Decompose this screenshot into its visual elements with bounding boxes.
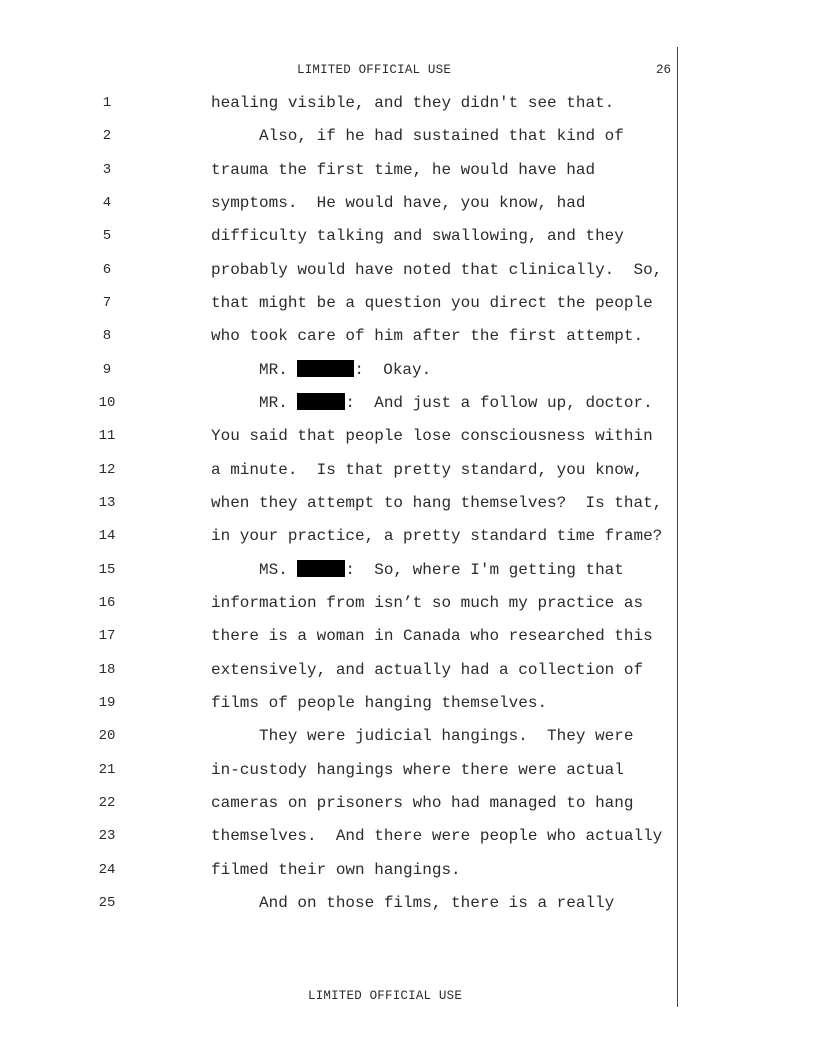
line-number: 8	[102, 328, 112, 344]
line-text: And on those films, there is a really	[259, 894, 615, 912]
line-number: 7	[102, 295, 112, 311]
speaker-title: MS.	[259, 561, 288, 579]
line-text: filmed their own hangings.	[211, 861, 461, 879]
line-number: 3	[102, 162, 112, 178]
line-text: Also, if he had sustained that kind of	[259, 127, 624, 145]
line-text: trauma the first time, he would have had	[211, 161, 596, 179]
line-number: 15	[98, 562, 116, 578]
line-number: 25	[98, 895, 116, 911]
line-text: when they attempt to hang themselves? Is that,	[211, 494, 663, 512]
line-number: 19	[98, 695, 116, 711]
line-number: 20	[98, 728, 116, 744]
line-text: extensively, and actually had a collection of	[211, 661, 644, 679]
speaker-line	[259, 393, 653, 413]
line-number: 21	[98, 762, 116, 778]
line-number: 10	[98, 395, 116, 411]
line-text: cameras on prisoners who had managed to hang	[211, 794, 634, 812]
line-text: that might be a question you direct the people	[211, 294, 653, 312]
line-text: who took care of him after the first attempt.	[211, 327, 644, 345]
line-text: symptoms. He would have, you know, had	[211, 194, 586, 212]
line-text: : And just a follow up, doctor.	[345, 394, 653, 412]
line-text: in your practice, a pretty standard time frame?	[211, 527, 663, 545]
line-number: 23	[98, 828, 116, 844]
line-text: a minute. Is that pretty standard, you know,	[211, 461, 644, 479]
line-number: 1	[102, 95, 112, 111]
line-text: : So, where I'm getting that	[345, 561, 624, 579]
line-number: 17	[98, 628, 116, 644]
redaction-box	[297, 360, 354, 377]
line-number: 2	[102, 128, 112, 144]
line-number: 12	[98, 462, 116, 478]
line-text: They were judicial hangings. They were	[259, 727, 634, 745]
redaction-box	[297, 393, 345, 410]
line-text: : Okay.	[354, 361, 432, 379]
speaker-title: MR.	[259, 361, 288, 379]
line-number: 24	[98, 862, 116, 878]
line-text: difficulty talking and swallowing, and they	[211, 227, 624, 245]
line-text: probably would have noted that clinically. So,	[211, 261, 663, 279]
line-text: in-custody hangings where there were actual	[211, 761, 624, 779]
line-number: 5	[102, 228, 112, 244]
line-number: 11	[98, 428, 116, 444]
line-number: 9	[102, 362, 112, 378]
page-header: LIMITED OFFICIAL USE	[297, 63, 452, 77]
page-footer: LIMITED OFFICIAL USE	[308, 989, 463, 1003]
line-text: there is a woman in Canada who researched this	[211, 627, 653, 645]
line-number: 6	[102, 262, 112, 278]
page-number: 26	[656, 63, 672, 77]
line-number: 22	[98, 795, 116, 811]
line-text: You said that people lose consciousness within	[211, 427, 653, 445]
line-number: 18	[98, 662, 116, 678]
right-margin-rule	[677, 47, 678, 1007]
line-number: 13	[98, 495, 116, 511]
line-number: 4	[102, 195, 112, 211]
line-number: 14	[98, 528, 116, 544]
line-text: themselves. And there were people who actually	[211, 827, 663, 845]
redaction-box	[297, 560, 345, 577]
line-text: films of people hanging themselves.	[211, 694, 548, 712]
speaker-line	[259, 560, 624, 580]
line-text: information from isn’t so much my practice as	[211, 594, 644, 612]
speaker-title: MR.	[259, 394, 288, 412]
line-number: 16	[98, 595, 116, 611]
speaker-line	[259, 360, 431, 380]
line-text: healing visible, and they didn't see that.	[211, 94, 615, 112]
